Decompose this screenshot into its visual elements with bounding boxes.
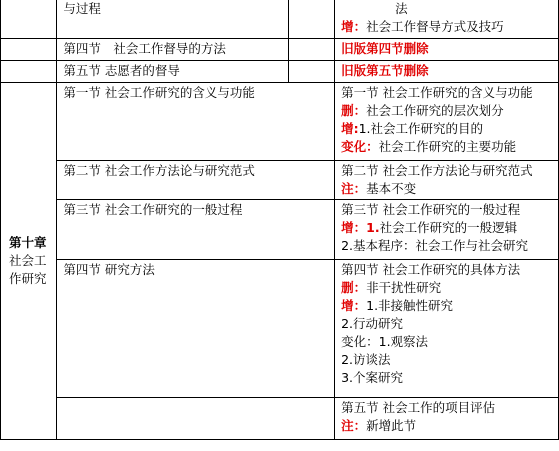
chapter-cell-empty (1, 61, 57, 83)
chapter-number: 第十章 (9, 235, 47, 250)
new-section-cell: 第三节 社会工作研究的一般过程 增：1.社会工作研究的一般逻辑 2.基本程序：社会工作与社会研究 (335, 200, 559, 260)
new-section-cell: 第四节 社会工作研究的具体方法 删：非干扰性研究 增：1.非接触性研究 2.行动研究 变化：1.观察法 2.访谈法 3.个案研究 (335, 260, 559, 398)
old-section-cell: 第四节 研究方法 (57, 260, 335, 398)
chapter-title-line2: 作研究 (9, 271, 47, 286)
spacer-cell (288, 39, 334, 61)
spacer-cell (288, 0, 334, 39)
new-section-cell: 第五节 社会工作的项目评估 注：新增此节 (335, 398, 559, 440)
spacer-cell (288, 61, 334, 83)
table-row (1, 39, 559, 61)
old-section-cell: 第五节 志愿者的督导 (57, 61, 288, 83)
new-section-cell: 旧版第五节删除 (335, 61, 559, 83)
chapter-cell-empty (1, 39, 57, 61)
table-row (1, 200, 559, 260)
chapter-cell-empty (1, 0, 57, 39)
table-row (1, 0, 559, 39)
old-section-cell: 第二节 社会工作方法论与研究范式 (57, 161, 335, 200)
new-section-cell: 法 增：社会工作督导方式及技巧 (335, 0, 559, 39)
table-row (1, 161, 559, 200)
old-section-cell: 第四节 社会工作督导的方法 (57, 39, 288, 61)
old-section-cell: 与过程 (57, 0, 288, 39)
table-row (1, 83, 559, 161)
table-row (1, 61, 559, 83)
chapter-title-line1: 社会工 (9, 253, 47, 268)
old-section-cell: 第三节 社会工作研究的一般过程 (57, 200, 335, 260)
table-row (1, 260, 559, 398)
table-row (1, 398, 559, 440)
new-section-cell: 旧版第四节删除 (335, 39, 559, 61)
old-section-cell-empty (57, 398, 335, 440)
new-section-cell: 第一节 社会工作研究的含义与功能 删：社会工作研究的层次划分 增:1.社会工作研究的目的 变化：社会工作研究的主要功能 (335, 83, 559, 161)
chapter-cell (1, 83, 57, 440)
old-section-cell: 第一节 社会工作研究的含义与功能 (57, 83, 335, 161)
new-section-cell: 第二节 社会工作方法论与研究范式 注：基本不变 (335, 161, 559, 200)
